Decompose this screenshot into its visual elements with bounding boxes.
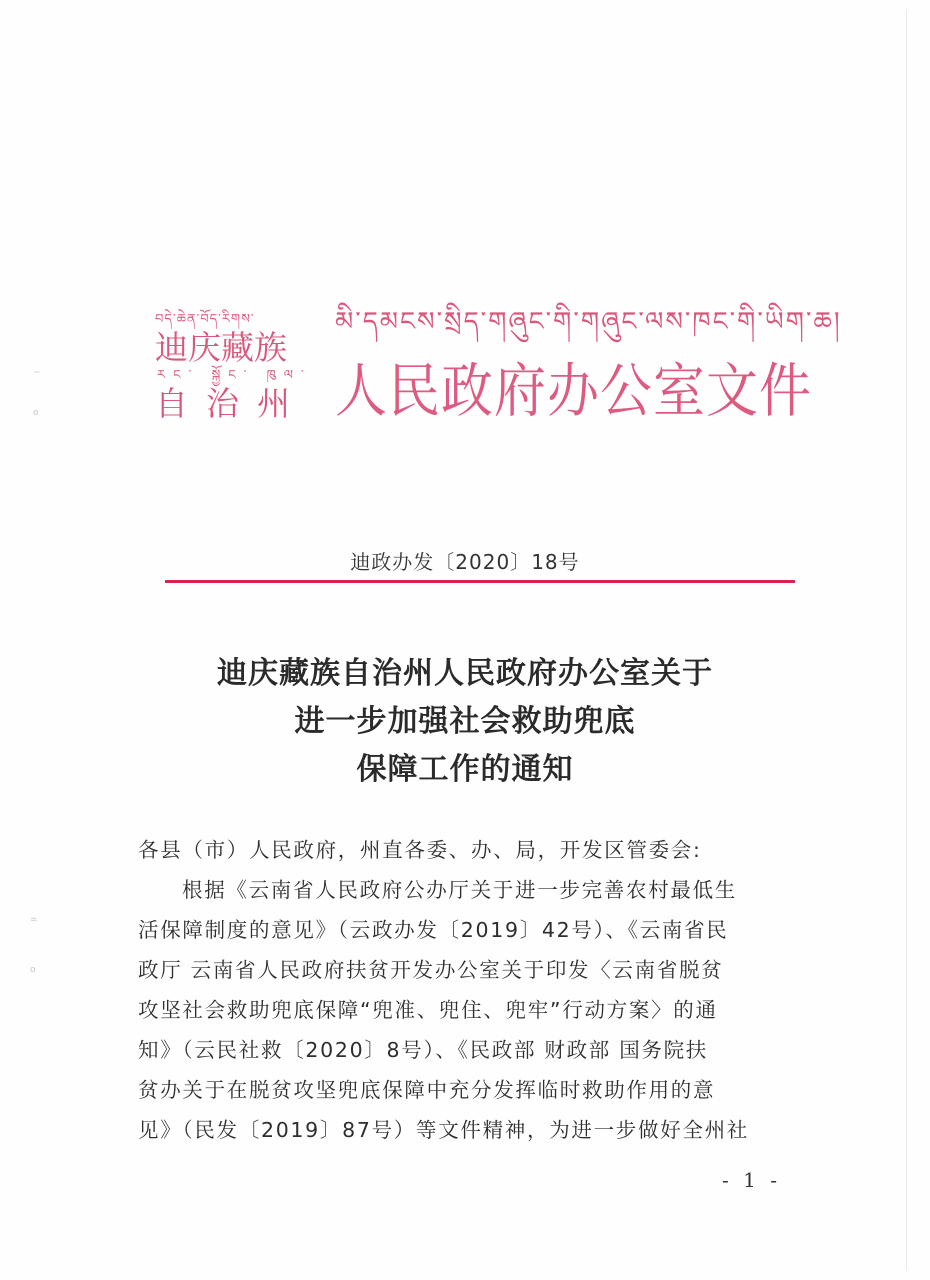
letterhead-tibetan-title: མི་དམངས་སྲིད་གཞུང་གི་གཞུང་ལས་ཁང་གི་ཡིག་ཆ། (335, 307, 842, 337)
body-line: 知》（云民社救〔2020〕8号）、《民政部 财政部 国务院扶 (138, 1038, 708, 1062)
body-line: 活保障制度的意见》（云政办发〔2019〕42号）、《云南省民 (138, 918, 729, 942)
body-line: 攻坚社会救助兜底保障“兜准、兜住、兜牢”行动方案〉的通 (138, 998, 718, 1022)
title-line: 保障工作的通知 (356, 752, 574, 787)
letterhead-chinese-line-2: 自治州 (155, 384, 308, 423)
document-body (138, 830, 790, 1150)
scan-mark: ~ (33, 368, 41, 378)
letterhead-tibetan-line-2: རང་ སྐྱོང་ ཁུལ་ (157, 368, 312, 383)
letterhead-left (155, 312, 312, 424)
addressee: 各县（市）人民政府，州直各委、办、局，开发区管委会: (138, 838, 702, 862)
title-line: 迪庆藏族自治州人民政府办公室关于 (217, 656, 713, 691)
scan-mark: = (30, 915, 38, 925)
body-line: 贫办关于在脱贫攻坚兜底保障中充分发挥临时救助作用的意 (138, 1078, 716, 1102)
body-line: 政厅 云南省人民政府扶贫开发办公室关于印发〈云南省脱贫 (138, 958, 724, 982)
page-number: - 1 - (722, 1168, 781, 1192)
letterhead-right (335, 300, 842, 430)
document-number: 迪政办发〔2020〕18号 (350, 550, 580, 574)
letterhead-chinese-line-1: 迪庆藏族 (155, 328, 287, 367)
scan-edge-line (906, 10, 907, 1270)
letterhead-chinese-title: 人民政府办公室文件 (335, 358, 813, 426)
body-line: 见》（民发〔2019〕87号）等文件精神，为进一步做好全州社 (138, 1118, 750, 1142)
scan-mark: o (30, 965, 36, 975)
letterhead-tibetan-line-1: བདེ་ཆེན་བོད་རིགས་ (155, 312, 255, 327)
document-title (0, 650, 930, 794)
body-line: 根据《云南省人民政府公办厅关于进一步完善农村最低生 (182, 878, 737, 902)
scan-mark: o (33, 408, 39, 418)
title-line: 进一步加强社会救助兜底 (294, 704, 636, 739)
red-divider-rule (165, 580, 795, 583)
